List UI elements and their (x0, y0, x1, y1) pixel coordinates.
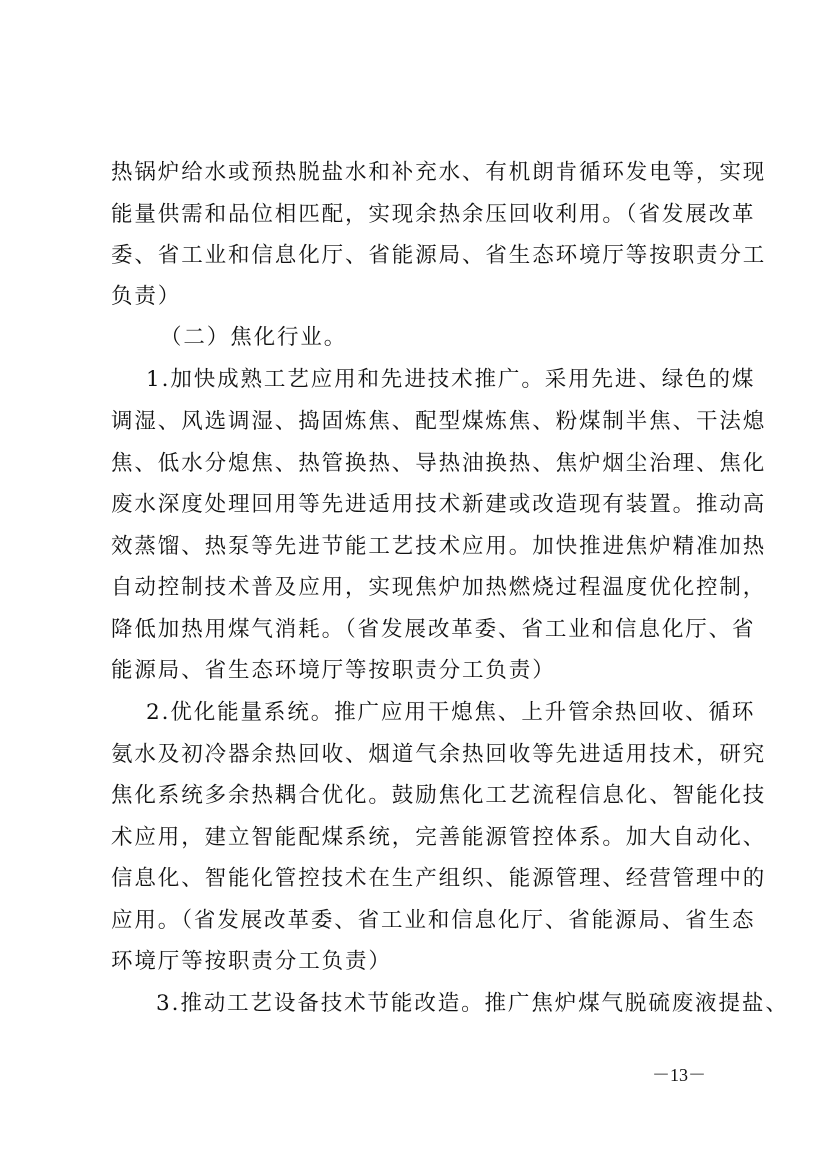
body-text-line: 废水深度处理回用等先进适用技术新建或改造现有装置。推动高 (111, 492, 767, 517)
body-text-line: 能源局、省生态环境厅等按职责分工负责） (111, 658, 556, 683)
body-text-line: 信息化、智能化管控技术在生产组织、能源管理、经营管理中的 (111, 866, 767, 891)
body-text-line: 焦、低水分熄焦、热管换热、导热油换热、焦炉烟尘治理、焦化 (111, 451, 767, 476)
body-text-line: 负责） (111, 284, 182, 309)
body-text-line: 调湿、风选调湿、捣固炼焦、配型煤炼焦、粉煤制半焦、干法熄 (111, 409, 767, 434)
body-text-line: 2.优化能量系统。推广应用干熄焦、上升管余热回收、循环 (146, 700, 756, 725)
body-text-line: 3.推动工艺设备技术节能改造。推广焦炉煤气脱硫废液提盐、 (156, 991, 789, 1016)
body-text-line: 焦化系统多余热耦合优化。鼓励焦化工艺流程信息化、智能化技 (111, 783, 767, 808)
section-heading: （二）焦化行业。 (160, 325, 348, 350)
body-text-line: 热锅炉给水或预热脱盐水和补充水、有机朗肯循环发电等，实现 (111, 160, 767, 185)
body-text-line: 效蒸馏、热泵等先进节能工艺技术应用。加快推进焦炉精准加热 (111, 534, 767, 559)
body-text-line: 氨水及初冷器余热回收、烟道气余热回收等先进适用技术，研究 (111, 742, 767, 767)
body-text-line: 1.加快成熟工艺应用和先进技术推广。采用先进、绿色的煤 (146, 367, 756, 392)
body-text-line: 降低加热用煤气消耗。（省发展改革委、省工业和信息化厅、省 (111, 617, 756, 642)
page-number: －13－ (652, 1065, 706, 1085)
body-text-line: 应用。（省发展改革委、省工业和信息化厅、省能源局、省生态 (111, 908, 756, 933)
body-text-line: 术应用，建立智能配煤系统，完善能源管控体系。加大自动化、 (111, 825, 767, 850)
body-text-line: 环境厅等按职责分工负责） (111, 949, 392, 974)
body-text-line: 能量供需和品位相匹配，实现余热余压回收利用。（省发展改革 (111, 202, 756, 227)
body-text-line: 委、省工业和信息化厅、省能源局、省生态环境厅等按职责分工 (111, 243, 767, 268)
body-text-line: 自动控制技术普及应用，实现焦炉加热燃烧过程温度优化控制， (111, 575, 767, 600)
